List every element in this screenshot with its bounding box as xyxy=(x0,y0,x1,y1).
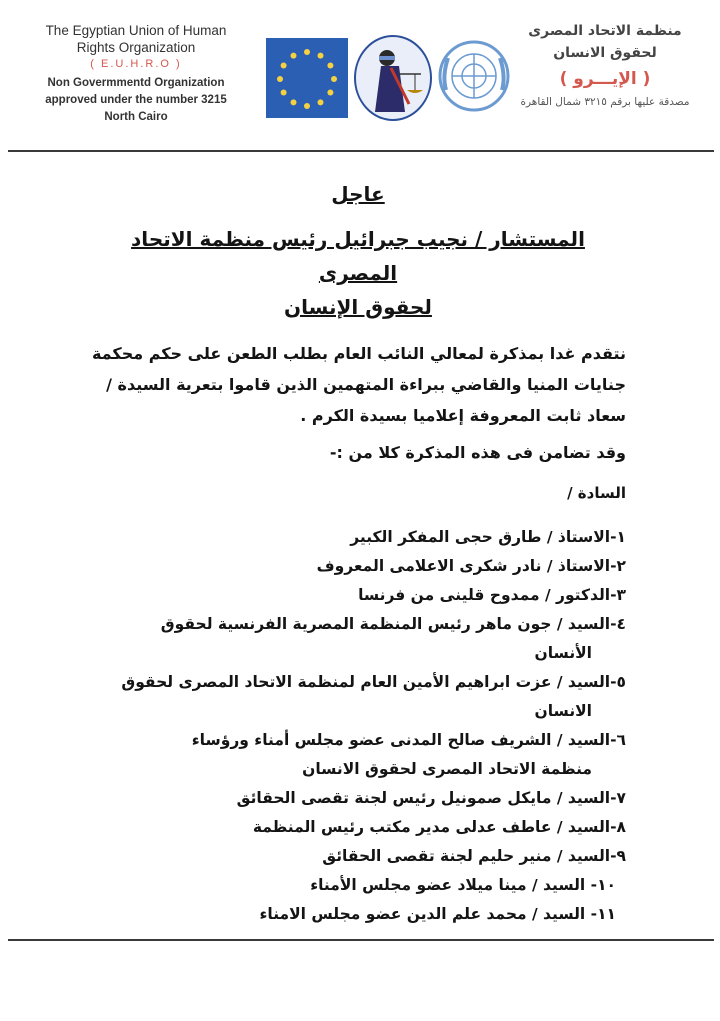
list-item xyxy=(90,813,626,842)
ar-approval: مصدقة عليها برقم ٣٢١٥ شمال القاهرة xyxy=(520,96,690,108)
paragraph-line: سعاد ثابت المعروفة إعلاميا بسيدة الكرم . xyxy=(300,406,626,425)
list-item xyxy=(90,523,626,552)
en-line-4: Non Govermmentd Organization xyxy=(47,77,225,89)
footer-divider xyxy=(8,939,714,941)
letterhead xyxy=(0,0,720,150)
item-text: ٣-الدكتور / ممدوح قلينى من فرنسا xyxy=(358,586,626,604)
list-item xyxy=(90,610,626,668)
letter-body xyxy=(90,178,626,929)
list-item xyxy=(90,784,626,813)
header-divider xyxy=(8,150,714,152)
en-line-1: The Egyptian Union of Human xyxy=(45,23,227,38)
item-text: ٦-السيد / الشريف صالح المدنى عضو مجلس أمناء ورؤساء xyxy=(191,731,626,749)
list-item xyxy=(90,871,626,900)
item-text: ١١- السيد / محمد علم الدين عضو مجلس الامناء xyxy=(259,905,616,923)
item-text: ٧-السيد / مايكل صمونيل رئيس لجنة تقصى الحقائق xyxy=(236,789,626,807)
en-line-6: North Cairo xyxy=(104,111,168,123)
subject-line-1: المستشار / نجيب جبرائيل رئيس منظمة الاتحاد المصرى xyxy=(131,227,585,285)
body-paragraph xyxy=(90,338,626,431)
subject-line-2: لحقوق الإنسان xyxy=(284,295,432,319)
item-continuation: منظمة الاتحاد المصرى لحقوق الانسان xyxy=(302,760,592,778)
list-item xyxy=(90,668,626,726)
included-intro: وقد تضامن فى هذه المذكرة كلا من :- xyxy=(329,443,626,462)
justice-figure-logo xyxy=(353,34,433,122)
en-abbrev: ( E.U.H.R.O ) xyxy=(90,58,182,70)
subject-heading xyxy=(90,222,626,324)
urgent-heading: عاجل xyxy=(331,182,385,206)
signatories-list xyxy=(90,523,626,929)
item-continuation: الانسان xyxy=(534,702,592,720)
list-item xyxy=(90,581,626,610)
en-line-2: Rights Organization xyxy=(76,40,196,55)
eu-flag-logo xyxy=(266,38,348,118)
item-text: ٨-السيد / عاطف عدلى مدير مكتب رئيس المنظمة xyxy=(252,818,626,836)
paragraph-line: نتقدم غدا بمذكرة لمعالي النائب العام بطلب الطعن على حكم محكمة xyxy=(91,344,626,363)
item-text: ٥-السيد / عزت ابراهيم الأمين العام لمنظمة الاتحاد المصرى لحقوق xyxy=(121,673,626,691)
item-text: ٩-السيد / منير حليم لجنة تقصى الحقائق xyxy=(322,847,626,865)
list-item xyxy=(90,900,626,929)
en-line-5: approved under the number 3215 xyxy=(45,94,227,106)
paragraph-line: جنايات المنيا والقاضي ببراءة المتهمين الذين قاموا بتعرية السيدة / xyxy=(106,375,626,394)
item-text: ١-الاستاذ / طارق حجى المفكر الكبير xyxy=(350,528,626,546)
ar-abbrev: ( الإيـــرو ) xyxy=(559,69,651,89)
item-continuation: الأنسان xyxy=(534,644,592,662)
arabic-org-name xyxy=(510,20,700,120)
item-text: ٤-السيد / جون ماهر رئيس المنظمة المصرية الفرنسية لحقوق xyxy=(160,615,626,633)
sirs-label: السادة / xyxy=(567,484,626,502)
ar-title: منظمة الاتحاد المصرى لحقوق الانسان xyxy=(528,23,682,61)
item-text: ١٠- السيد / مينا ميلاد عضو مجلس الأمناء xyxy=(310,876,616,894)
list-item xyxy=(90,842,626,871)
un-emblem-logo xyxy=(436,36,512,116)
item-text: ٢-الاستاذ / نادر شكرى الاعلامى المعروف xyxy=(316,557,626,575)
english-org-name xyxy=(20,22,252,126)
list-item xyxy=(90,726,626,784)
list-item xyxy=(90,552,626,581)
